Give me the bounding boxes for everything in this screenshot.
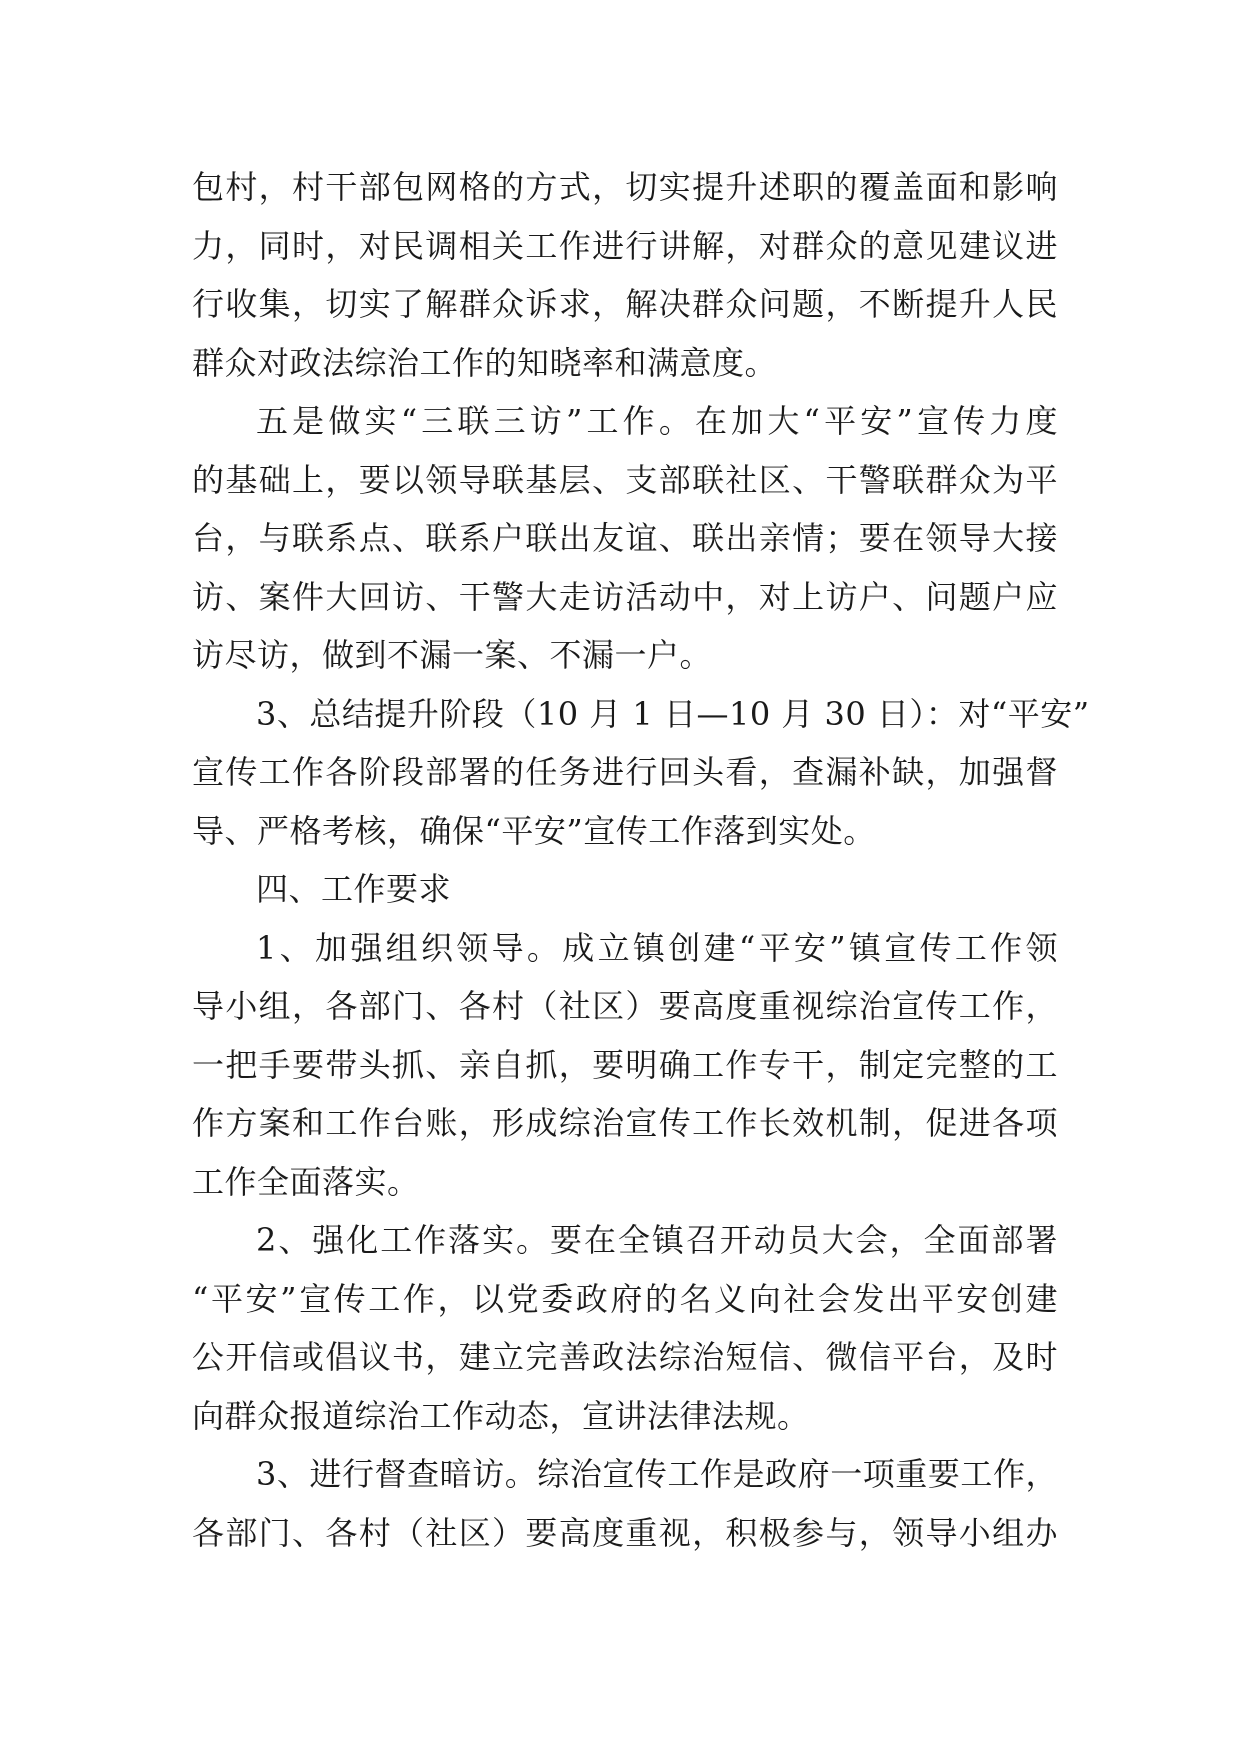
text-line: 五是做实“三联三访”工作。在加大“平安”宣传力度: [256, 402, 1058, 440]
text-line: 2、强化工作落实。要在全镇召开动员大会，全面部署: [256, 1221, 1058, 1259]
document-body: [192, 158, 1090, 1562]
text-line: 访、案件大回访、干警大走访活动中，对上访户、问题户应: [192, 577, 1058, 616]
text-line: 群众对政法综治工作的知晓率和满意度。: [192, 343, 778, 382]
text-line: 包村，村干部包网格的方式，切实提升述职的覆盖面和影响: [192, 168, 1058, 206]
text-line: 工作全面落实。: [192, 1162, 420, 1201]
text-line: 行收集，切实了解群众诉求，解决群众问题，不断提升人民: [192, 285, 1058, 323]
text-line: 导小组，各部门、各村（社区）要高度重视综治宣传工作，: [192, 987, 1058, 1025]
text-line: 导、严格考核，确保“平安”宣传工作落到实处。: [192, 811, 876, 850]
text-line: “平安”宣传工作，以党委政府的名义向社会发出平安创建: [192, 1279, 1058, 1318]
text-line: 公开信或倡议书，建立完善政法综治短信、微信平台，及时: [192, 1338, 1058, 1376]
text-line: 作方案和工作台账，形成综治宣传工作长效机制，促进各项: [192, 1104, 1058, 1142]
text-line: 3、进行督查暗访。综治宣传工作是政府一项重要工作，: [256, 1455, 1058, 1493]
text-line: 1、加强组织领导。成立镇创建“平安”镇宣传工作领: [256, 928, 1058, 967]
text-line: 向群众报道综治工作动态，宣讲法律法规。: [192, 1396, 810, 1435]
text-line: 的基础上，要以领导联基层、支部联社区、干警联群众为平: [192, 460, 1058, 499]
text-line: 宣传工作各阶段部署的任务进行回头看，查漏补缺，加强督: [192, 753, 1058, 791]
text-line: 一把手要带头抓、亲自抓，要明确工作专干，制定完整的工: [192, 1045, 1058, 1084]
text-line: 3、总结提升阶段（10 月 1 日—10 月 30 日）：对“平安”: [256, 694, 1090, 733]
text-line: 力，同时，对民调相关工作进行讲解，对群众的意见建议进: [192, 226, 1058, 265]
text-line: 各部门、各村（社区）要高度重视，积极参与，领导小组办: [192, 1513, 1058, 1552]
text-line: 台，与联系点、联系户联出友谊、联出亲情；要在领导大接: [192, 519, 1058, 557]
text-line: 访尽访，做到不漏一案、不漏一户。: [192, 636, 713, 674]
text-line: 四、工作要求: [256, 870, 452, 908]
